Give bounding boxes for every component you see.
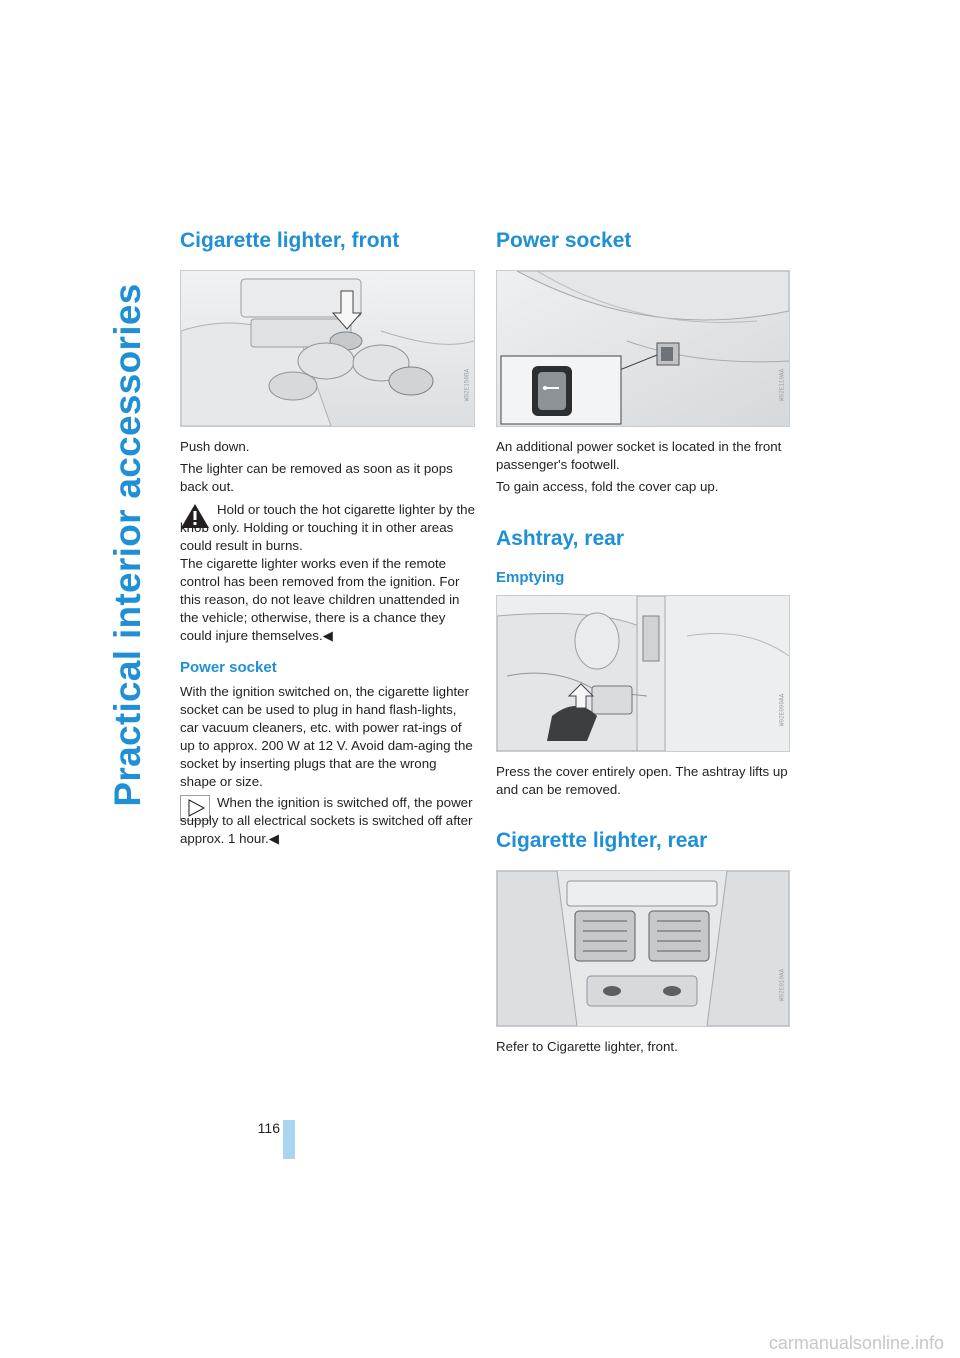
warning-text: Hold or touch the hot cigarette lighter by the knob only. Holding or touching it in other areas could result in burns. — [180, 502, 475, 553]
heading-ashtray-rear: Ashtray, rear — [496, 527, 625, 550]
image-code: W02E010AA — [778, 968, 786, 1002]
page-marker-bar — [283, 1120, 295, 1159]
image-code: W02E150BA — [463, 368, 471, 402]
note-text: When the ignition is switched off, the power supply to all electrical sockets is switched off after approx. 1 hour.◀ — [180, 795, 473, 846]
image-code: W02E090AA — [778, 693, 786, 727]
watermark: carmanualsonline.info — [768, 1333, 944, 1353]
image-ashtray-rear — [496, 595, 790, 752]
paragraph-refer-to: Refer to Cigarette lighter, front. — [496, 1039, 678, 1054]
heading-cigarette-lighter-rear: Cigarette lighter, rear — [496, 829, 708, 852]
paragraph-press-cover: Press the cover entirely open. The ashtray lifts up and can be removed. — [496, 764, 788, 797]
heading-power-socket: Power socket — [496, 229, 632, 252]
heading-cigarette-lighter-front: Cigarette lighter, front — [180, 229, 400, 252]
image-power-socket — [496, 270, 790, 427]
paragraph-gain-access: To gain access, fold the cover cap up. — [496, 479, 719, 494]
image-cigarette-lighter-front — [180, 270, 475, 427]
page-number: 116 — [257, 1120, 280, 1136]
image-code: W02E110AA — [778, 368, 786, 402]
paragraph-push-down: Push down. — [180, 439, 250, 454]
subheading-emptying: Emptying — [496, 569, 565, 586]
side-title-text: Practical interior accessories — [107, 283, 148, 807]
paragraph-additional-socket: An additional power socket is located in the front passenger's footwell. — [496, 439, 782, 472]
side-title — [96, 30, 160, 1060]
image-cigarette-lighter-rear — [496, 870, 790, 1027]
paragraph-power-socket-usage: With the ignition switched on, the cigarette lighter socket can be used to plug in hand flash-lights, car vacuum cleaners, etc. with power rat-ings of up to approx. 200 W at 12 V. Avoid dam-aging the socket by inserting plugs that are the wrong shape or size. — [180, 684, 473, 789]
subheading-power-socket: Power socket — [180, 659, 277, 676]
warning-text-continued: The cigarette lighter works even if the remote control has been removed from the ignition. For this reason, do not leave children unattended in the vehicle; otherwise, there is a chance they could injure themselves.◀ — [180, 556, 460, 643]
paragraph-lighter-removed: The lighter can be removed as soon as it pops back out. — [180, 461, 453, 494]
